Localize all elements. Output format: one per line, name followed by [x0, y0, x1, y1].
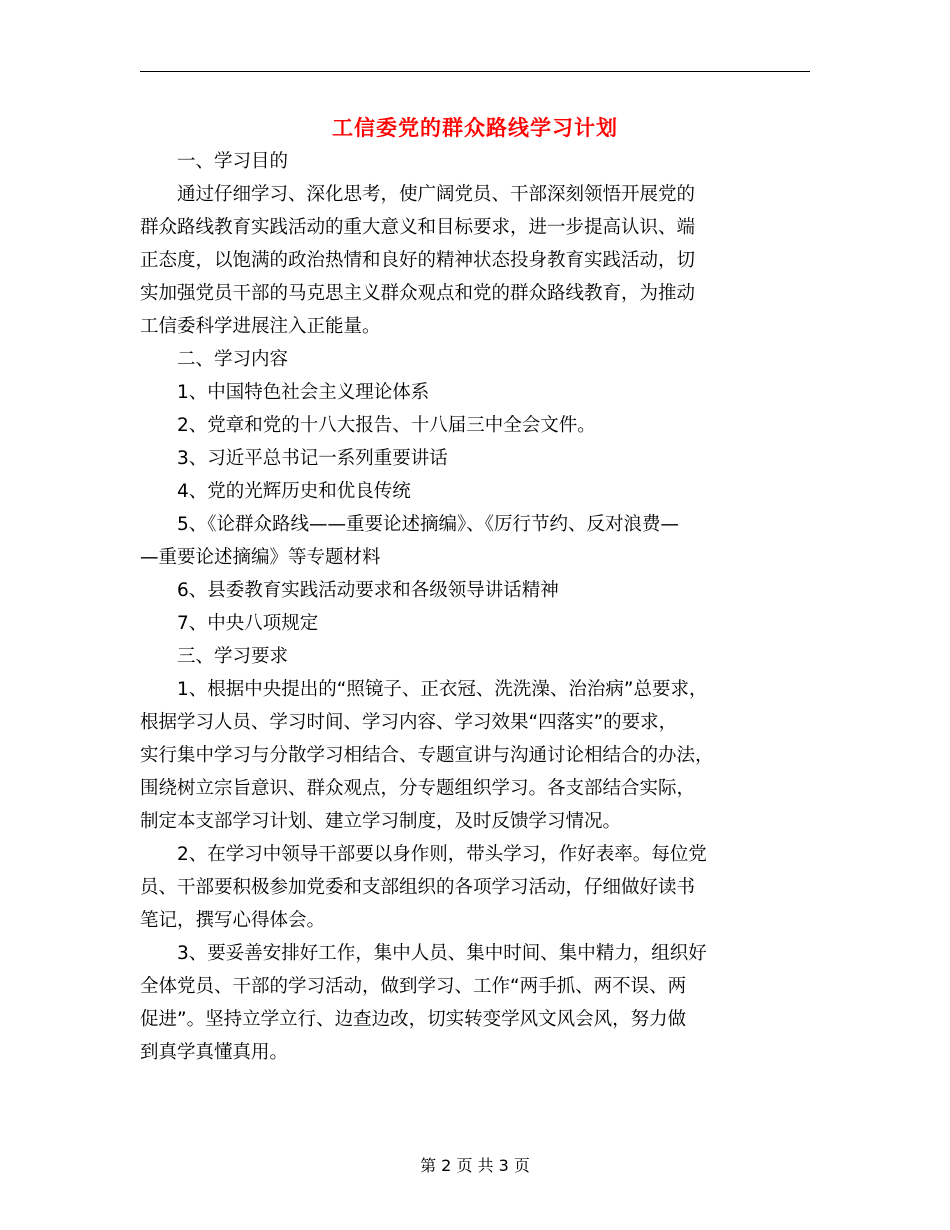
body-line: 2、党章和党的十八大报告、十八届三中全会文件。	[140, 415, 596, 436]
body-line: 3、习近平总书记一系列重要讲话	[140, 448, 448, 469]
body-line: 2、在学习中领导干部要以身作则，带头学习，作好表率。每位党	[140, 844, 707, 865]
body-line: 实行集中学习与分散学习相结合、专题宣讲与沟通讨论相结合的办法，	[140, 745, 714, 766]
body-line: 1、中国特色社会主义理论体系	[140, 382, 430, 403]
body-line: 7、中央八项规定	[140, 613, 319, 634]
body-line: 工信委科学进展注入正能量。	[140, 316, 381, 337]
body-line: 二、学习内容	[140, 349, 289, 370]
body-line: —重要论述摘编》等专题材料	[140, 547, 381, 568]
body-line: 通过仔细学习、深化思考，使广阔党员、干部深刻领悟开展党的	[140, 184, 696, 205]
body-line: 3、要妥善安排好工作，集中人员、集中时间、集中精力，组织好	[140, 943, 707, 964]
body-line: 促进”。坚持立学立行、边查边改，切实转变学风文风会风，努力做	[140, 1009, 687, 1030]
body-line: 三、学习要求	[140, 646, 289, 667]
body-line: 6、县委教育实践活动要求和各级领导讲话精神	[140, 580, 559, 601]
body-line: 5、《论群众路线——重要论述摘编》、《厉行节约、反对浪费—	[140, 514, 680, 535]
body-line: 全体党员、干部的学习活动，做到学习、工作“两手抓、两不误、两	[140, 976, 687, 997]
body-line: 根据学习人员、学习时间、学习内容、学习效果“四落实”的要求，	[140, 712, 678, 733]
body-line: 一、学习目的	[140, 151, 289, 172]
body-line: 正态度，以饱满的政治热情和良好的精神状态投身教育实践活动，切	[140, 250, 696, 271]
body-line: 围绕树立宗旨意识、群众观点，分专题组织学习。各支部结合实际，	[140, 778, 696, 799]
page-number: 第 2 页 共 3 页	[420, 1156, 530, 1175]
body-line: 实加强党员干部的马克思主义群众观点和党的群众路线教育，为推动	[140, 283, 696, 304]
body-line: 1、根据中央提出的“照镜子、正衣冠、洗洗澡、治治病”总要求，	[140, 679, 708, 700]
body-line: 员、干部要积极参加党委和支部组织的各项学习活动，仔细做好读书	[140, 877, 696, 898]
body-line: 群众路线教育实践活动的重大意义和目标要求，进一步提高认识、端	[140, 217, 696, 238]
body-line: 4、党的光辉历史和优良传统	[140, 481, 411, 502]
body-line: 到真学真懂真用。	[140, 1042, 289, 1063]
header-rule	[140, 71, 810, 72]
body-line: 笔记，撰写心得体会。	[140, 910, 326, 931]
body-line: 制定本支部学习计划、建立学习制度，及时反馈学习情况。	[140, 811, 622, 832]
document-title: 工信委党的群众路线学习计划	[332, 115, 618, 140]
